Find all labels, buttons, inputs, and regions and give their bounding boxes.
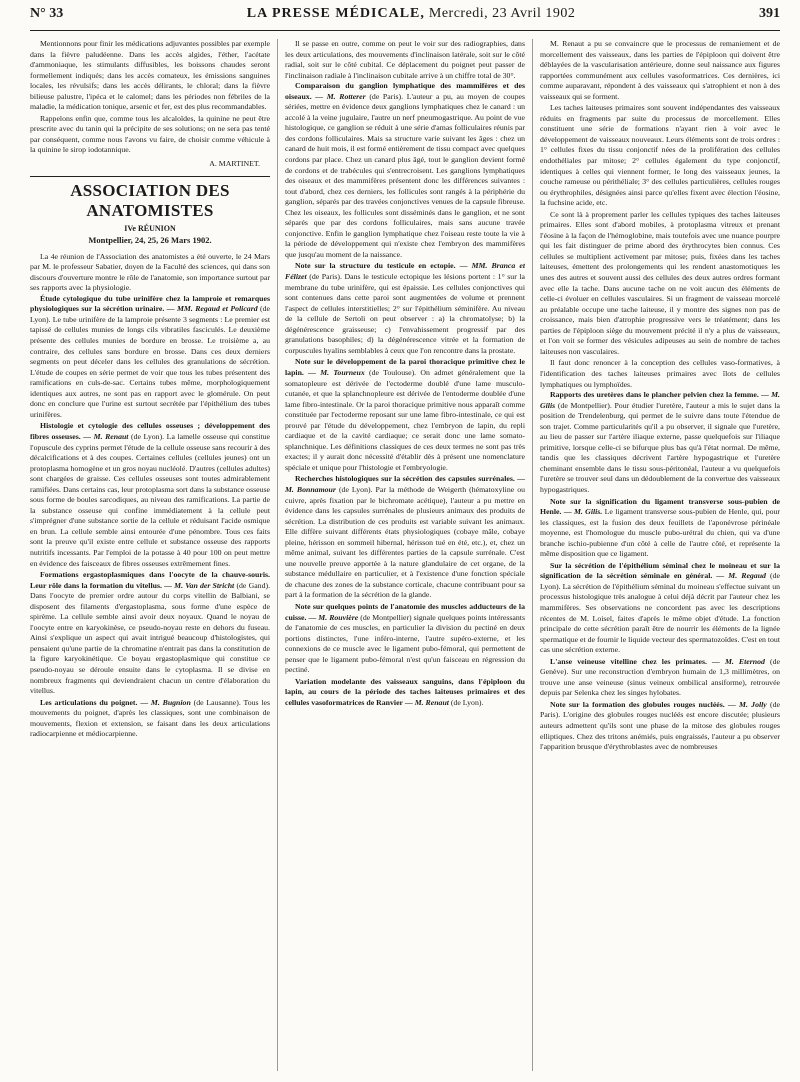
paragraph: Mentionnons pour finir les médications adjuvantes possibles par exemple dans la fièvre paludéenne. Dans les accès algides, l'éther, l'acétate d'ammoniaque, les stimulants diffusibles, les boissons chaudes seront formellement indiqués; dans les accès comateux, les émissions sanguines locales, les révulsifs; dans les accès délirants, le chloral; dans la fièvre bilieuse palustre, l'ipéca et le calomel; dans les périodes non fébriles de la maladie, la médication tonique, arsenic et fer, est des plus recommandables. bbox=[30, 39, 270, 112]
entry-author: — M. Rouvière bbox=[308, 612, 359, 622]
abstract-entry bbox=[30, 294, 270, 421]
entry-author: — M. Rotterer bbox=[315, 91, 366, 101]
paragraph: Ce sont là à proprement parler les cellules typiques des taches laiteuses primaires. Elles sont d'abord mobiles, à protoplasma vitreux et prenant l'éosine à la façon de l'hémoglobine, mais toutefois avec une nuance pourpre qui les fait distinguer de prime abord des érythrocytes bien connus. Ces cellules se multiplient activement par mitose; puis, fixées dans les taches laiteuses, émettent des prolongements qui les rendent anastomotiques les unes des autres et souvent aussi des cellules des deux autres ordres formant avec elle la tache. Dans aucune tache on ne voit aucun des éléments de celle-ci évoluer en cellules vasculaires. Si un fragment de vaisseau morcelé au préalable occupe une tache laiteuse, il y montre des signes non pas de croissance, mais bien d'atrophie progressive vers le tréatément; dans les parties de l'épiploon siège du mouvement précité il n'y a plus de vaisseaux, et l'on voit se former des vésicules adipeuses au sein de nombre de taches laiteuses non vasculaires. bbox=[540, 209, 780, 356]
entry-author: — M. Bonnamour bbox=[285, 474, 525, 494]
page-number: 391 bbox=[758, 6, 780, 21]
entry-author: — MM. Regaud et Policard bbox=[166, 304, 258, 314]
entry-title: Note sur le développement de la paroi thoracique primitive chez le lapin. bbox=[285, 357, 525, 377]
entry-text: (de Paris). L'origine des globules rouges nucléés est encore discutée; plusieurs auteurs admettent qu'ils sont une phase de la mitose des globules rouges elliptiques. Chez des tritons anémiés, puis engraissés, l'auteur a pu observer l'apparition brusque d'érythroblastes avec de nombreuses bbox=[540, 699, 780, 752]
issue-date: Mercredi, 23 Avril 1902 bbox=[428, 6, 576, 21]
paragraph: Il se passe en outre, comme on peut le voir sur des radiographies, dans les deux articulations, des mouvements d'inclinaison latérale, soit sur le côté radial, soit sur le côté cubital. Ce déplacement du poignet peut passer de l'inclinaison radiale à l'inclinaison cubitale arrive à un chiffre total de 30°. bbox=[285, 39, 525, 80]
abstract-entry bbox=[30, 421, 270, 569]
entry-title: L'anse veineuse vitelline chez les primates. bbox=[550, 656, 707, 666]
entry-text: (de Paris). Dans le testicule ectopique les lésions portent : 1° sur la membrane du tube urinifère, qui est épaissie. Les cellules conjonctives qui sont contenues dans cette paroi sont augmentées de volume et prennent l'aspect de cellules interstitielles; 2° sur l'épithélium séminifère. Au niveau de la cellule de Sertoli on peut observer : a) la chromatolyse; b) la dégénérescence graisseuse; c) l'envahissement progressif par des granulations basophiles; d) la dégénérescence vitrée et la formation de corpuscules hyalins semblables à ceux que l'on rencontre dans la prostate. bbox=[285, 272, 525, 355]
paragraph: Rappelons enfin que, comme tous les alcaloïdes, la quinine ne peut être prescrite avec du tanin qui la précipite de ses solutions; on ne sera pas tenté par conséquent, comme nous l'avons vu faire, de choisir comme véhicule à la quinine le sirop iodotannique. bbox=[30, 113, 270, 155]
abstract-entry bbox=[540, 561, 780, 656]
entry-text: (de Toulouse). On admet généralement que la somatopleure est dérivée de l'ectoderme doublé d'une lame musculo-cutanée, et que la splanchnopleure est dérivée de l'entoderme doublée d'une lame fibro-intestinale. Or la paroi thoracique primitive nous apparaît comme constituée par l'ectoderme reposant sur une lame fibro-intestinale, ce qui est prouvé par l'étude du développement, chez l'embryon de lapin, du repli cardiaque et de la cavité cardiaque; ce serait donc une lame somato-splanchnique. Les définitions classiques de ces deux termes ne sont pas très exactes; il y aurait donc nécessité d'établir dès à présent une nomenclature spéciale et unique pour l'histologie et l'embryologie. bbox=[285, 367, 525, 472]
entry-list bbox=[540, 390, 780, 753]
entry-text: (de Paris). L'auteur a pu, au moyen de coupes sériées, mettre en évidence deux ganglions lymphatiques chez le canard : un accolé à la veine jugulaire, l'autre un nerf pneumogastrique. Au point de vue histologique, ce ganglion se réduit à une série d'amas folliculaires réunis par des cordons folliculaires. Mais sa structure varie suivant les âges : chez un canard de huit mois, il est formé entièrement de tissu compact avec quelques cordons par place. Chez un canard plus âgé, tout le ganglion devient formé de cordons et de trabécules qui s'entrecroisent. Les ganglions lymphatiques des oiseaux et des mammifères présentent donc les différences suivantes : tout d'abord, chez ces derniers, les follicules sont rangés à la périphérie du ganglion, séparés par des travées conjonctives venues de la capsule fibreuse. Chez les oiseaux, les follicules sont disséminés dans le ganglion, et ne sont séparés que par des cordons folliculaires, mais sans aucune travée conjonctive. Enfin le ganglion lymphatique chez l'oiseau reste toute la vie à la période de développement qui n'existe chez l'embryon des mammifères que jusqu'au moment de la naissance. bbox=[285, 91, 525, 259]
entry-author: — M. Eternod bbox=[712, 656, 765, 666]
entry-title: Note sur la formation des globules rouges nucléés. bbox=[550, 699, 725, 709]
entry-author: — M. Tourneux bbox=[308, 367, 365, 377]
entry-title: Rapports des uretères dans le plancher pelvien chez la femme. bbox=[550, 390, 759, 400]
entry-text: (de Lyon). bbox=[450, 697, 484, 707]
entry-list bbox=[285, 81, 525, 708]
abstract-entry bbox=[30, 570, 270, 697]
abstract-entry bbox=[285, 474, 525, 601]
entry-text: (de Montpellier). Pour étudier l'uretère, l'auteur a mis le sujet dans la position de Trendelenburg, qui permet de le suivre dans toute l'étendue de son trajet. Comme particularités qu'il a pu observer, il signale que l'uretère, au lieu de passer sur l'artère iliaque externe, passe quelquefois sur l'iliaque primitive, lorsque celle-ci se bifurque plus bas qu'à l'état normal. De même, tandis que les classiques décrivent l'artère hypogastrique et l'uretère cheminant ensemble dans le tissu sous-péritonéal, l'auteur a vu quelquefois l'uretère se trouver seul dans un dédoublement de la convertue des vaisseaux hypogastriques. bbox=[540, 400, 780, 494]
entry-text: (de Genève). Sur une reconstruction d'embryon humain de 1,3 millimètres, on trouve une anse veineuse (sinus veineux ombilical ansiforme), retrouvée depuis par Selenka chez les singes hylobates. bbox=[540, 656, 780, 698]
entry-title: Sur la sécrétion de l'épithélium séminal chez le moineau et sur la signification de la sécrétion séminale en général. bbox=[540, 560, 780, 581]
entry-author: — M. Gilis. bbox=[563, 507, 603, 517]
entry-title: Comparaison du ganglion lymphatique des mammifères et des oiseaux. bbox=[285, 81, 525, 101]
entry-title: Les articulations du poignet. bbox=[40, 697, 138, 707]
columns bbox=[30, 39, 780, 1071]
entry-title: Étude cytologique du tube urinifère chez la lamproie et remarques physiologiques sur la sécrétion urinaire. bbox=[30, 293, 270, 314]
page-header bbox=[30, 6, 780, 31]
abstract-entry bbox=[30, 698, 270, 740]
entry-text: (de Gand). Dans l'oocyte de premier ordre autour du corps vitellin de Balbiani, se disposent des filaments d'ergastoplasma, sous forme d'une espèce de spirème. La cellule semble ainsi avoir deux noyaux. Quand le noyau de l'oocyte entre en karyokinèse, ce pseudo-noyau reste en dehors du fuseau. Ainsi s'explique un aspect qui avait intrigué beaucoup d'histologistes, qui pensaient qu'une partie de la chromatine n'entrait pas dans la constitution de la figure karyokinétique. Ce boyau ergastoplasmique qui constitue ce pseudo-noyau se déroule ensuite dans le cytoplasma. Il se divise en nombreux fragments qui deviendraient chacun un centre d'élaboration du vitellus. bbox=[30, 580, 270, 696]
entry-text: (de Lyon). Le tube urinifère de la lamproie présente 3 segments : Le premier est tapissé de cellules munies de longs cils vibratiles fasciculés. Le deuxième présente des cellules munies de bordure en brosse. Le troisième a, au contraire, des cellules sans bordure en brosse. Dans ces deux derniers segments on peut déceler dans les cellules des granulations de sécrétion. L'étude de coupes en série permet de voir que tous les tubes présentent des ramifications en culs-de-sac. Certains tubes même, morphologiquement identiques aux autres, ne sont pas en rapport avec le glomérule. On peut donc en conclure que l'urine est surtout secrétée par l'épithélium des tubes urinifères. bbox=[30, 304, 270, 419]
abstract-entry bbox=[285, 357, 525, 473]
entry-author: — M. Bugnion bbox=[140, 697, 191, 707]
entry-text: (de Lyon). La lamelle osseuse qui constitue l'opuscule des cyprins permet l'étude de la cellule osseuse sans recourir à des décalcifications et à des coupes. Certaines cellules (cellules jeunes) ont un protoplasma homogène et un gros noyau nucléolé. D'autres (cellules adultes) sont chargées de graisse. Ces cellules osseuses sont toutes admirablement ramifiées. Dans certains cas, leur protoplasma sort dans la substance osseuse sous forme de boules sarcodiques, au niveau des ramifications. La partie de la substance osseuse qui confine immédiatement à la cellule peut s'imprégner d'une substance sortie de la cellule et réduisant l'acide osmique en brun. La cellule semble ainsi entourée d'une pénombre. Tous ces faits sont la preuve qu'il existe entre cellule et substance osseuse des rapports nutritifs incessants. Par l'emploi de la potasse à 40 pour 100 on peut mettre en évidence des faisceaux de fibres osseuses extrêmement fines. bbox=[30, 431, 270, 568]
issue-number: N° 33 bbox=[30, 6, 64, 21]
paragraph: La 4e réunion de l'Association des anatomistes a été ouverte, le 24 Mars par M. le professeur Sabatier, doyen de la Faculté des sciences, qui dans son discours d'ouverture montre le rôle de l'anatomie, son importance surtout par ses rapports avec la physiologie. bbox=[30, 251, 270, 293]
section-subtitle: IVe RÉUNION bbox=[124, 223, 176, 233]
abstract-entry bbox=[285, 602, 525, 676]
entry-text: (de Lausanne). Tous les mouvements du poignet, d'après les classiques, sont une combinaison de mouvements, flexion et extension, se faisant dans les deux articulations radiocarpienne et médiocarpienne. bbox=[30, 697, 270, 739]
entry-author: — M. Renaut bbox=[83, 431, 129, 441]
entry-author: — M. Gilis bbox=[540, 390, 780, 410]
section-divider bbox=[30, 176, 270, 177]
entry-text: (de Montpellier) signale quelques points intéressants de l'anatomie de ces muscles, en particulier la division du pectiné en deux portions distinctes, l'une inféro-interne, l'autre supéro-externe, et les connexions de ce muscle avec le ligament pubo-fémoral, qui permettent de penser que le ligament pubo-fémoral n'est qu'un faisceau en régression du pectiné. bbox=[285, 612, 525, 675]
abstract-entry bbox=[540, 657, 780, 699]
abstract-entry bbox=[285, 81, 525, 260]
entry-author: — M. Renaut bbox=[404, 697, 449, 707]
abstract-entry bbox=[540, 390, 780, 495]
entry-text: (de Lyon). La sécrétion de l'épithélium séminal du moineau s'effectue suivant un processus histologique très analogue à celui déjà décrit par l'auteur chez les mammifères. Ses observations ne concordent pas avec les descriptions récentes de M. Loisel, faites d'après le même objet d'étude. La fonction principale de cette sécrétion paraît être de nourrir les éléments de la lignée spermatique et de fournir le liquide vecteur des spermatozoïdes. C'est en tout cas une sécrétion externe. bbox=[540, 571, 780, 655]
entry-title: Recherches histologiques sur la sécrétion des capsules surrénales. bbox=[295, 474, 515, 484]
entry-title: Note sur la structure du testicule en ectopie. bbox=[295, 261, 456, 271]
entry-author: — M. Jolly bbox=[728, 699, 767, 709]
abstract-entry bbox=[540, 700, 780, 753]
abstract-entry bbox=[285, 261, 525, 356]
entry-title: Formations ergastoplasmiques dans l'oocyte de la chauve-souris. Leur rôle dans la formation du vitellus. bbox=[30, 570, 270, 590]
paragraph: Il faut donc renoncer à la conception des cellules vaso-formatives, à l'identification des taches laiteuses primaires avec îlots de cellules lymphatiques ou lymphoïdes. bbox=[540, 358, 780, 389]
abstract-entry bbox=[285, 677, 525, 709]
paragraph: Les taches laiteuses primaires sont souvent indépendantes des vaisseaux réduits en fragments par suite du processus de morcellement. Elles constituent une série de formations n'ayant rien à voir avec le développement de vaisseaux nouveaux. Leurs éléments sont de trois ordres : 1° cellules fixes du tissu conjonctif nées de la prolifération des cellules endothéliales par mitose; 2° cellules également du type conjonctif, identiques à celles qui viennent former, le long des vaisseaux jeunes, la couche rameuse ou périthéliale; 3° des cellules particulières, cellules rouges ou érythrophiles, désignées ainsi parce qu'elles fixent avec élection l'éosine, la fuchsine acide, etc. bbox=[540, 103, 780, 208]
entry-text: (de Lyon). Par la méthode de Weigerth (hématoxyline ou cuivre, après fixation par le bichromate acétique), l'auteur a pu mettre en évidence dans les capsules surrénales de plusieurs animaux des produits de sécrétion. La distribution de ces produits est variable suivant les animaux. Elle diffère suivant différents états physiologiques (cobaye mâle, cobaye pleine, hérisson en sommeil hibernal, hérisson tué en été, etc.), et, chez un même animal, suivant les différentes parties de la capsule surrénale. C'est une nouvelle preuve apportée à la nature glandulaire de cet organe, de la substance médullaire en particulier, et à l'existence d'une fonction spéciale de chacune des zones de la substance corticale, chacune contribuant pour sa part à la formation de la sécrétion de la glande. bbox=[285, 484, 525, 600]
paragraph: M. Renaut a pu se convaincre que le processus de remaniement et de morcellement des vaisseaux, dans les parties de l'épiploon qui doivent être déblayées de la vascularisation antérieure, donne seul naissance aux figures rapportées communément aux cellules vasoformatrices. Ces dernières, ici comme auparavant, répondent à des vaisseaux qui s'atrophient et non à des vaisseaux qui se forment. bbox=[540, 39, 780, 101]
column-3 bbox=[532, 39, 780, 1071]
entry-text: Le ligament transverse sous-pubien de Henle, qui, pour les classiques, est la fusion des deux feuillets de l'aponévrose périnéale moyenne, est l'homologue du muscle pubo-urétral du chien, qui va d'une branche ischio-pubienne d'un côté à celle de l'autre côté, et représente la même disposition que ce ligament. bbox=[540, 507, 780, 559]
entry-title: Note sur la signification du ligament transverse sous-pubien de Henle. bbox=[540, 496, 780, 517]
entry-title: Histologie et cytologie des cellules osseuses ; développement des fibres osseuses. bbox=[30, 421, 270, 441]
entry-list bbox=[30, 294, 270, 740]
column-1 bbox=[30, 39, 270, 1071]
entry-author: — MM. Branca et Félizet bbox=[285, 261, 525, 282]
section-title: ASSOCIATION DES ANATOMISTES bbox=[70, 180, 230, 220]
column-2 bbox=[277, 39, 525, 1071]
section-location-date: Montpellier, 24, 25, 26 Mars 1902. bbox=[88, 235, 212, 246]
entry-title: Note sur quelques points de l'anatomie des muscles adducteurs de la cuisse. bbox=[285, 601, 525, 622]
entry-title: Variation modelante des vaisseaux sanguins, dans l'épiploon du lapin, au cours de la période des taches laiteuses primaires et des cellules vasoformatrices de Ranvier bbox=[285, 676, 525, 707]
journal-name: LA PRESSE MÉDICALE, bbox=[246, 6, 425, 21]
entry-author: — M. Regaud bbox=[716, 571, 766, 581]
author-signature: A. MARTINET. bbox=[209, 159, 260, 169]
journal-title bbox=[247, 6, 576, 22]
entry-author: — M. Van der Stricht bbox=[164, 580, 235, 590]
abstract-entry bbox=[540, 497, 780, 560]
